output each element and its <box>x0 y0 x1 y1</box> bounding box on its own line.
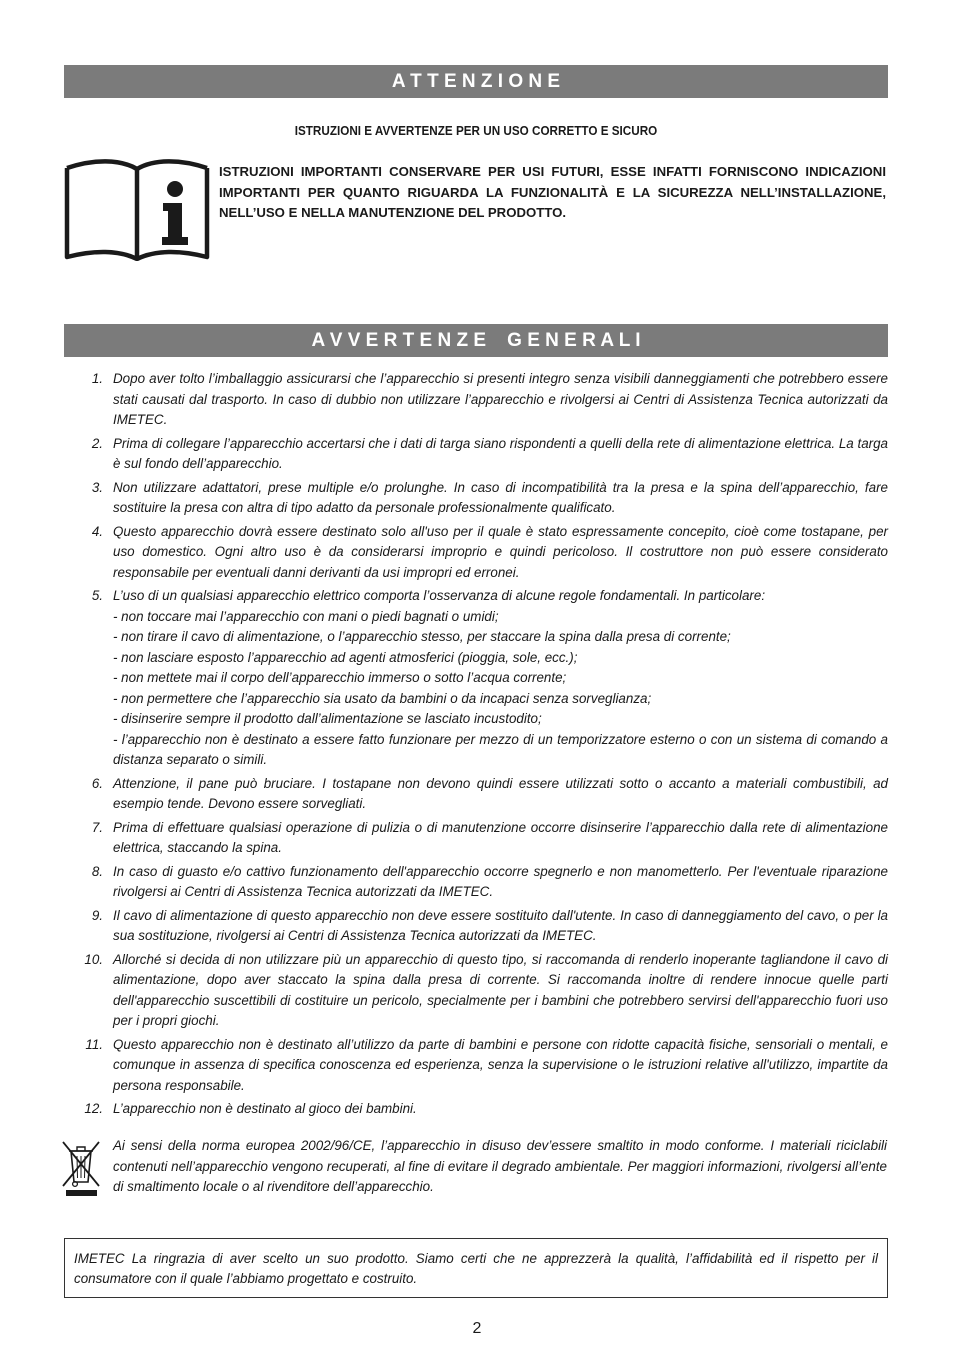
list-item <box>64 478 888 519</box>
important-instructions-text: ISTRUZIONI IMPORTANTI CONSERVARE PER USI FUTURI, ESSE INFATTI FORNISCONO INDICAZIONI IMPORTANTI PER QUANTO RIGUARDA LA FUNZIONALITÀ E LA SICUREZZA NELL’INSTALLAZIONE, NELL’USO E NELLA MANUTENZIONE DEL PRODOTTO. <box>219 164 886 220</box>
list-item <box>64 1035 888 1097</box>
item-text: Dopo aver tolto l’imballaggio assicurarsi che l’apparecchio si presenti integro senza visibili danneggiamenti che potrebbero essere stati causati dal trasporto. In caso di dubbio non utilizzare l’apparecchio e rivolgersi ai Centri di Assistenza Tecnica autorizzati da IMETEC. <box>113 371 888 427</box>
item-number: 10. <box>84 951 103 967</box>
disposal-notice: Ai sensi della norma europea 2002/96/CE, l’apparecchio in disuso dev’essere smaltito in modo conforme. I materiali riciclabili contenuti nell’apparecchio vengono recuperati, al fine di evitare il degrado ambientale. Per maggiori informazioni, rivolgersi all’ente di smaltimento locale o al rivenditore dell’apparecchio. <box>113 1138 887 1194</box>
item-number: 4. <box>91 523 103 539</box>
item-text: L’apparecchio non è destinato al gioco dei bambini. <box>113 1101 417 1116</box>
item-number: 7. <box>91 819 103 835</box>
item-number: 6. <box>91 775 103 791</box>
list-item <box>64 774 888 815</box>
list-item <box>64 522 888 584</box>
list-item <box>64 950 888 1032</box>
item-text: Questo apparecchio non è destinato all’utilizzo da parte di bambini e persone con ridotte capacità fisiche, sensoriali o mentali, e comunque in assenza di specifica conoscenza ed esperienza, senza la supervisione o le istruzioni relative all'utilizzo, impartite da persona responsabile. <box>113 1036 888 1093</box>
book-info-icon <box>64 155 210 261</box>
sub-item: - non toccare mai l’apparecchio con mani o piedi bagnati o umidi; <box>113 608 499 624</box>
item-text: Il cavo di alimentazione di questo apparecchio non deve essere sostituito dall'utente. In caso di danneggiamento del cavo, o per la sua sostituzione, rivolgersi ai Centri di Assistenza Tecnica autorizzati da IMETEC. <box>113 907 888 943</box>
list-item <box>64 1099 888 1120</box>
item-number: 11. <box>85 1036 103 1052</box>
general-warnings-banner: A V V E R T E N Z E G E N E R A L I <box>64 324 888 357</box>
list-item <box>64 369 888 431</box>
item-text: Questo apparecchio dovrà essere destinato solo all'uso per il quale è stato espressamente concepito, cioè come tostapane, per uso domestico. Ogni altro uso è da considerarsi improprio e quindi pericoloso. Il costruttore non può essere considerato responsabile per eventuali danni derivanti da usi impropri ed erronei. <box>113 523 888 580</box>
thanks-text: IMETEC La ringrazia di aver scelto un suo prodotto. Siamo certi che ne apprezzerà la qualità, l’affidabilità ed il rispetto per il consumatore con il quale l’abbiamo progettato e costruito. <box>74 1251 878 1286</box>
sub-item: - non mettete mai il corpo dell’apparecchio immerso o sotto l’acqua corrente; <box>113 670 567 685</box>
item-number: 12. <box>84 1101 103 1116</box>
list-item <box>64 434 888 475</box>
item-text: In caso di guasto e/o cattivo funzionamento dell'apparecchio occorre spegnerlo e non manometterlo. Per l'eventuale riparazione rivolgersi ai Centri di Assistenza Tecnica autorizzati da IMETEC. <box>113 863 888 899</box>
item-number: 3. <box>91 479 103 495</box>
item-number: 5. <box>91 588 103 603</box>
sub-item: - l’apparecchio non è destinato a essere fatto funzionare per mezzo di un temporizzatore esterno o con un sistema di comando a distanza separato o simili. <box>113 731 888 767</box>
instructions-subtitle: ISTRUZIONI E AVVERTENZE PER UN USO CORRETTO E SICURO <box>294 123 658 138</box>
item-text: L’uso di un qualsiasi apparecchio elettrico comporta l’osservanza di alcune regole fondamentali. In particolare: <box>113 588 766 603</box>
sub-item: - non lasciare esposto l’apparecchio ad agenti atmosferici (pioggia, sole, ecc.); <box>113 649 578 665</box>
page-number: 2 <box>472 1320 482 1337</box>
list-item <box>64 862 888 903</box>
item-text: Allorché si decida di non utilizzare più un apparecchio di questo tipo, si raccomanda di renderlo inoperante tagliandone il cavo di alimentazione, dopo aver staccato la spina dalla presa di corrente. Si raccomanda inoltre di rendere innocue quelle parti dell'apparecchio suscettibili di costituire un pericolo, specialmente per i bambini che potrebbero servirsi dell'apparecchio fuori uso per i propri giochi. <box>113 951 888 1028</box>
item-number: 1. <box>91 371 103 386</box>
item-text: Attenzione, il pane può bruciare. I tostapane non devono quindi essere utilizzati sotto o accanto a materiali combustibili, ad esempio tende. Devono essere sorvegliati. <box>113 775 888 811</box>
sub-item: - disinserire sempre il prodotto dall’alimentazione se lasciato incustodito; <box>113 711 542 726</box>
sub-item: - non permettere che l’apparecchio sia usato da bambini o da incapaci senza sorveglianza; <box>113 690 652 706</box>
sub-item: - non tirare il cavo di alimentazione, o l’apparecchio stesso, per staccare la spina dalla presa di corrente; <box>113 629 731 644</box>
item-text: Prima di collegare l’apparecchio accertarsi che i dati di targa siano rispondenti a quelli della rete di alimentazione elettrica. La targa è sul fondo dell’apparecchio. <box>113 435 888 471</box>
crossed-bin-icon <box>60 1138 102 1198</box>
warnings-list <box>64 369 888 1123</box>
list-item <box>64 586 888 771</box>
item-text: Prima di effettuare qualsiasi operazione di pulizia o di manutenzione occorre disinserire l’apparecchio dalla rete di alimentazione elettrica, staccando la spina. <box>113 819 888 855</box>
item-number: 2. <box>91 435 103 451</box>
item-number: 8. <box>91 863 103 879</box>
list-item <box>64 906 888 947</box>
item-number: 9. <box>91 907 103 923</box>
list-item <box>64 818 888 859</box>
thanks-box <box>64 1238 888 1298</box>
item-text: Non utilizzare adattatori, prese multiple e/o prolunghe. In caso di incompatibilità tra la presa e la spina dell’apparecchio, fare sostituire la presa con altra di tipo adatto da personale professionalmente qualificato. <box>113 479 888 515</box>
attention-banner: A T T E N Z I O N E <box>64 65 888 98</box>
